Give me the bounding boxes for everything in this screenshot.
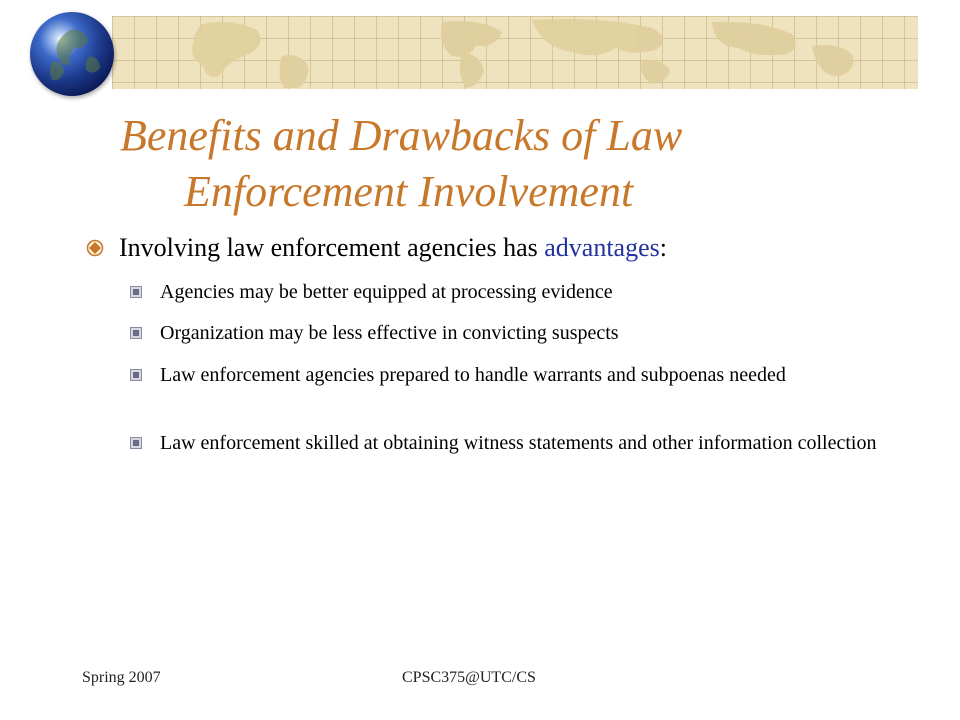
sub-bullet-text: Law enforcement agencies prepared to handle warrants and subpoenas needed bbox=[160, 364, 786, 386]
globe-continents bbox=[30, 12, 114, 96]
sub-bullet-2 bbox=[130, 322, 890, 344]
sub-bullet-text: Organization may be less effective in convicting suspects bbox=[160, 322, 619, 344]
sub-bullet-3 bbox=[130, 364, 890, 386]
sub-bullet-text: Law enforcement skilled at obtaining witness statements and other information collection bbox=[160, 432, 877, 454]
world-map-shapes bbox=[112, 16, 918, 89]
main-bullet-text bbox=[119, 232, 667, 264]
title-line-1: Benefits and Drawbacks of Law bbox=[120, 111, 683, 160]
footer-course: CPSC375@UTC/CS bbox=[402, 669, 536, 686]
sub-bullet-4 bbox=[130, 432, 890, 454]
square-bullet-icon bbox=[130, 286, 142, 298]
square-bullet-icon bbox=[130, 327, 142, 339]
main-bullet-suffix: : bbox=[659, 233, 667, 262]
slide-title bbox=[120, 108, 840, 220]
sub-bullet-1 bbox=[130, 281, 890, 303]
world-map-banner bbox=[112, 16, 918, 89]
main-bullet-highlight: advantages bbox=[544, 233, 660, 262]
square-bullet-icon bbox=[130, 437, 142, 449]
footer-date: Spring 2007 bbox=[82, 669, 161, 686]
globe-logo-icon bbox=[30, 12, 114, 96]
diamond-bullet-icon bbox=[86, 239, 104, 257]
title-line-2: Enforcement Involvement bbox=[184, 167, 634, 216]
sub-bullet-text: Agencies may be better equipped at processing evidence bbox=[160, 281, 613, 303]
main-bullet-prefix: Involving law enforcement agencies has bbox=[119, 233, 545, 262]
square-bullet-icon bbox=[130, 369, 142, 381]
